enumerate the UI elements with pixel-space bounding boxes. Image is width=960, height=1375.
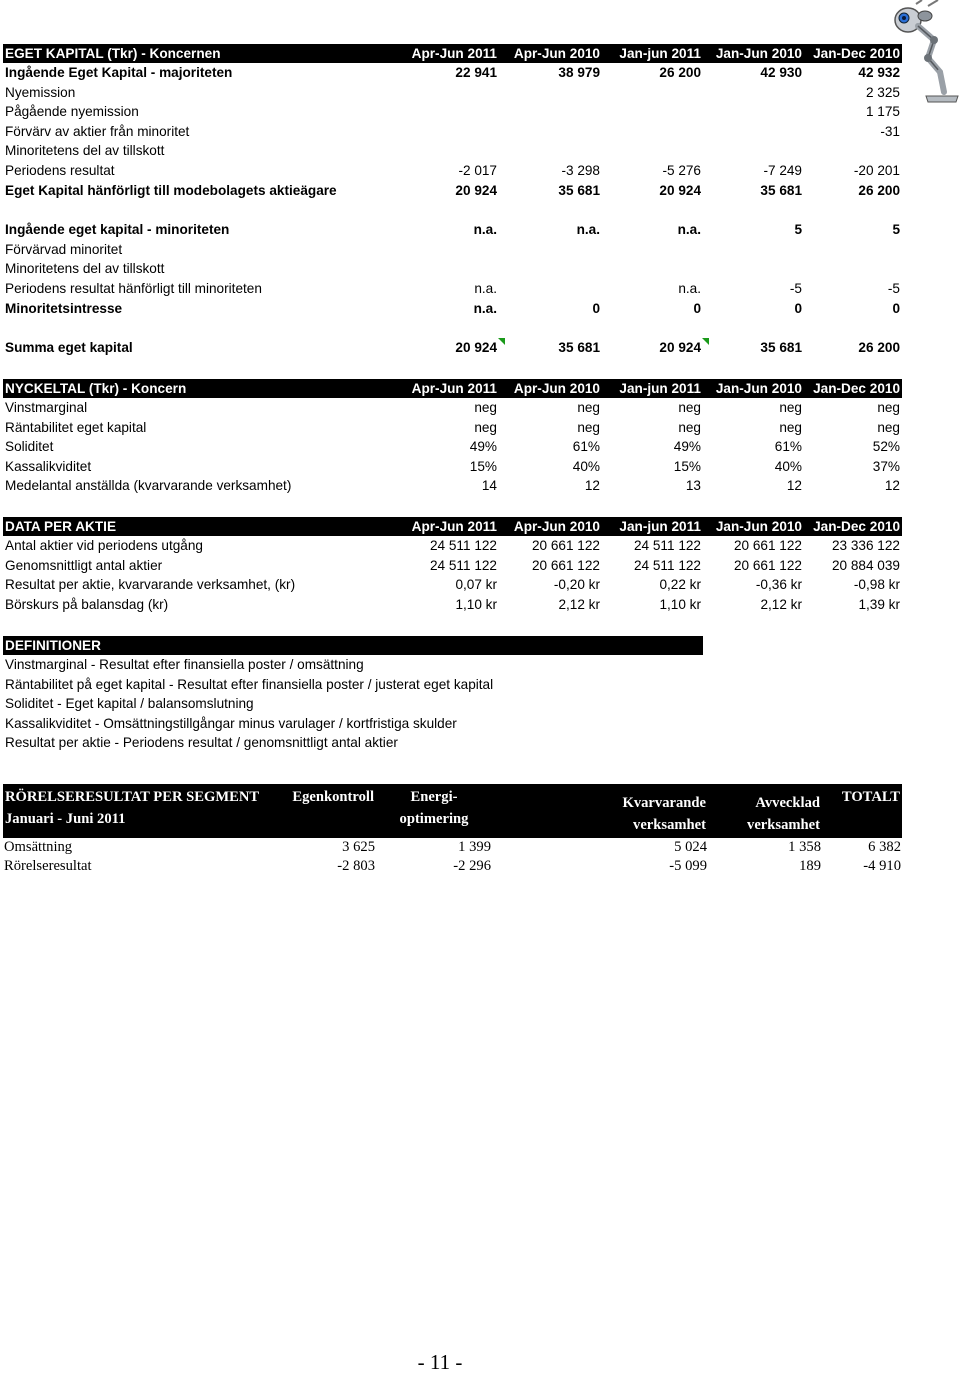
row-label: Rörelseresultat bbox=[4, 858, 92, 874]
table-cell: neg bbox=[779, 419, 802, 435]
table-cell: 3 625 bbox=[342, 839, 375, 855]
table-row bbox=[3, 63, 902, 83]
col-header bbox=[376, 784, 492, 838]
table-cell bbox=[602, 240, 703, 260]
table-cell: 1 358 bbox=[788, 839, 821, 855]
table-cell: 52% bbox=[872, 439, 900, 455]
spacer-row bbox=[3, 200, 902, 220]
table-cell: n.a. bbox=[677, 222, 701, 238]
table-cell: 24 511 122 bbox=[633, 538, 701, 553]
table-cell: neg bbox=[678, 419, 701, 435]
table-cell: -5 099 bbox=[669, 858, 707, 874]
table-cell bbox=[499, 240, 602, 260]
table-cell: 1,10 kr bbox=[455, 596, 497, 612]
table-cell: neg bbox=[474, 400, 497, 415]
table-cell bbox=[804, 240, 902, 260]
table-cell: -5 bbox=[789, 280, 802, 296]
table-cell: n.a. bbox=[473, 300, 497, 316]
spacer-row bbox=[3, 318, 902, 338]
table-row bbox=[3, 418, 902, 438]
table-row bbox=[3, 457, 902, 477]
col-header: Apr-Jun 2011 bbox=[402, 517, 499, 536]
table-cell: -4 910 bbox=[863, 858, 901, 874]
table-cell: neg bbox=[877, 419, 900, 435]
table-cell bbox=[804, 259, 902, 279]
table-cell: 15% bbox=[673, 458, 701, 474]
equity-majority-rows bbox=[3, 63, 902, 200]
segment-rows bbox=[3, 838, 902, 876]
row-label: Vinstmarginal bbox=[5, 400, 88, 415]
kpi-table bbox=[3, 379, 902, 496]
row-label: Omsättning bbox=[4, 839, 73, 855]
table-cell: 1 175 bbox=[865, 104, 900, 120]
table-cell: -0,20 kr bbox=[553, 577, 600, 593]
table-row bbox=[3, 102, 902, 122]
table-cell: -5 276 bbox=[662, 162, 701, 178]
definitions-section bbox=[3, 636, 902, 753]
table-cell: 22 941 bbox=[455, 65, 497, 80]
table-cell: 0 bbox=[794, 300, 802, 316]
row-label: Antal aktier vid periodens utgång bbox=[5, 538, 203, 553]
table-cell bbox=[703, 102, 804, 122]
page-number: - 11 - bbox=[417, 1350, 463, 1374]
table-cell: 49% bbox=[469, 439, 497, 455]
table-row bbox=[3, 857, 902, 876]
table-cell: 1,10 kr bbox=[659, 596, 701, 612]
row-label: Pågående nyemission bbox=[5, 104, 139, 120]
row-label: Periodens resultat hänförligt till minoriteten bbox=[5, 280, 262, 296]
row-label: Minoritetens del av tillskott bbox=[5, 261, 165, 277]
table-cell bbox=[602, 83, 703, 103]
table-row bbox=[3, 299, 902, 319]
table-row bbox=[3, 83, 902, 103]
row-label: Periodens resultat bbox=[5, 162, 115, 178]
col-header: TOTALT bbox=[822, 784, 902, 838]
kpi-header-row bbox=[3, 379, 902, 398]
table-cell bbox=[499, 122, 602, 142]
table-row bbox=[3, 141, 902, 161]
table-cell: -31 bbox=[880, 123, 900, 139]
segment-table bbox=[3, 784, 902, 876]
table-cell: 2,12 kr bbox=[558, 596, 600, 612]
table-cell: 5 bbox=[892, 222, 900, 238]
table-cell: 40% bbox=[572, 458, 600, 474]
equity-header-title: EGET KAPITAL (Tkr) - Koncernen bbox=[3, 44, 402, 63]
table-cell bbox=[602, 122, 703, 142]
table-cell: 6 382 bbox=[868, 839, 901, 855]
table-cell: 35 681 bbox=[760, 340, 802, 356]
equity-total-row bbox=[3, 338, 902, 358]
table-cell bbox=[402, 259, 499, 279]
row-label: Soliditet bbox=[5, 439, 54, 455]
col-header: Jan-jun 2011 bbox=[602, 379, 703, 398]
table-cell bbox=[499, 83, 602, 103]
table-cell: neg bbox=[577, 419, 600, 435]
row-label: Genomsnittligt antal aktier bbox=[5, 557, 163, 573]
table-row bbox=[3, 595, 902, 615]
table-cell: 0,07 kr bbox=[455, 577, 497, 593]
table-cell: -7 249 bbox=[763, 162, 802, 178]
kpi-header-title: NYCKELTAL (Tkr) - Koncern bbox=[3, 379, 402, 398]
table-cell bbox=[402, 102, 499, 122]
row-label: Förvärvad minoritet bbox=[5, 241, 123, 257]
table-cell: 1 399 bbox=[458, 839, 491, 855]
table-cell: 24 511 122 bbox=[429, 538, 497, 553]
table-cell: 24 511 122 bbox=[429, 557, 497, 573]
table-cell bbox=[602, 338, 703, 358]
table-cell: 0 bbox=[592, 300, 600, 316]
col-header bbox=[492, 784, 708, 838]
table-cell: 37% bbox=[872, 458, 900, 474]
definition-line: Soliditet - Eget kapital / balansomslutning bbox=[5, 696, 254, 712]
definitions-title: DEFINITIONER bbox=[3, 636, 703, 655]
row-label: Resultat per aktie, kvarvarande verksamhet, (kr) bbox=[5, 577, 296, 593]
table-cell bbox=[602, 102, 703, 122]
table-cell bbox=[402, 338, 499, 358]
table-cell: neg bbox=[877, 400, 900, 415]
table-row bbox=[3, 838, 902, 857]
col-header: Apr-Jun 2010 bbox=[499, 379, 602, 398]
col-header-line1: Energi- bbox=[410, 789, 458, 805]
row-label: Ingående Eget Kapital - majoriteten bbox=[5, 65, 233, 80]
table-cell: 5 bbox=[794, 222, 802, 238]
table-row bbox=[3, 536, 902, 556]
table-cell: 0 bbox=[892, 300, 900, 316]
table-cell: 20 661 122 bbox=[531, 557, 600, 573]
col-header-line2: optimering bbox=[399, 811, 469, 827]
row-label: Nyemission bbox=[5, 84, 76, 100]
table-cell: -2 296 bbox=[453, 858, 491, 874]
table-cell: 61% bbox=[774, 439, 802, 455]
table-row bbox=[3, 398, 902, 418]
table-row bbox=[3, 476, 902, 496]
table-row bbox=[3, 259, 902, 279]
table-cell: neg bbox=[577, 400, 600, 415]
share-rows bbox=[3, 536, 902, 614]
table-row bbox=[3, 240, 902, 260]
col-header: Jan-Dec 2010 bbox=[804, 517, 902, 536]
row-label: Kassalikviditet bbox=[5, 458, 92, 474]
table-cell: 61% bbox=[572, 439, 600, 455]
table-cell: 35 681 bbox=[558, 340, 600, 356]
table-cell: 20 661 122 bbox=[733, 538, 802, 553]
table-cell bbox=[602, 141, 703, 161]
table-row bbox=[3, 575, 902, 595]
table-cell bbox=[703, 122, 804, 142]
table-cell bbox=[499, 259, 602, 279]
table-cell bbox=[499, 102, 602, 122]
table-row bbox=[3, 437, 902, 457]
col-header-line1: Avvecklad bbox=[755, 795, 820, 811]
table-row bbox=[3, 279, 902, 299]
comment-marker: 20 924 bbox=[659, 340, 701, 356]
table-row bbox=[3, 556, 902, 576]
table-cell: -20 201 bbox=[853, 162, 900, 178]
table-cell: 24 511 122 bbox=[633, 557, 701, 573]
table-cell: 20 924 bbox=[455, 182, 497, 198]
row-label: Minoritetsintresse bbox=[5, 300, 123, 316]
table-cell: 40% bbox=[774, 458, 802, 474]
table-cell bbox=[402, 83, 499, 103]
table-cell: -3 298 bbox=[561, 162, 600, 178]
definition-line: Resultat per aktie - Periodens resultat / genomsnittligt antal aktier bbox=[5, 735, 398, 751]
table-cell: 13 bbox=[685, 478, 701, 494]
table-cell bbox=[499, 141, 602, 161]
row-label: Räntabilitet eget kapital bbox=[5, 419, 147, 435]
table-cell bbox=[703, 141, 804, 161]
col-header: Jan-jun 2011 bbox=[602, 517, 703, 536]
col-header: Egenkontroll bbox=[276, 784, 376, 838]
table-cell: -0,98 kr bbox=[853, 577, 900, 593]
table-cell bbox=[402, 240, 499, 260]
col-header: Jan-Dec 2010 bbox=[804, 379, 902, 398]
table-cell: n.a. bbox=[576, 222, 600, 238]
table-cell: 1,39 kr bbox=[858, 596, 900, 612]
col-header: Apr-Jun 2011 bbox=[402, 379, 499, 398]
segment-header-row bbox=[3, 784, 902, 838]
table-cell: 12 bbox=[884, 478, 900, 494]
share-header-title: DATA PER AKTIE bbox=[3, 517, 402, 536]
row-label: Minoritetens del av tillskott bbox=[5, 143, 165, 159]
table-cell bbox=[703, 240, 804, 260]
segment-title-line1: RÖRELSERESULTAT PER SEGMENT bbox=[5, 789, 260, 805]
table-cell: n.a. bbox=[474, 280, 497, 296]
table-cell: neg bbox=[474, 419, 497, 435]
table-cell: -5 bbox=[887, 280, 900, 296]
table-cell: 49% bbox=[673, 439, 701, 455]
table-cell: n.a. bbox=[678, 280, 701, 296]
table-cell: 42 930 bbox=[760, 65, 802, 80]
table-cell: 23 336 122 bbox=[831, 538, 900, 553]
table-cell: 0 bbox=[693, 300, 701, 316]
col-header: Jan-Jun 2010 bbox=[703, 44, 804, 63]
table-cell: 20 661 122 bbox=[531, 538, 600, 553]
table-cell: 2 325 bbox=[865, 84, 900, 100]
segment-title bbox=[3, 784, 276, 838]
table-cell: 2,12 kr bbox=[760, 596, 802, 612]
table-cell: 35 681 bbox=[558, 182, 600, 198]
table-row bbox=[3, 181, 902, 201]
table-row bbox=[3, 220, 902, 240]
col-header: Jan-Dec 2010 bbox=[804, 44, 902, 63]
table-cell bbox=[703, 259, 804, 279]
definition-line: Vinstmarginal - Resultat efter finansiella poster / omsättning bbox=[5, 657, 364, 672]
table-cell: 38 979 bbox=[558, 65, 600, 80]
table-cell: 5 024 bbox=[674, 839, 707, 855]
table-row bbox=[3, 122, 902, 142]
table-cell: -2 017 bbox=[458, 162, 497, 178]
table-cell bbox=[499, 279, 602, 299]
col-header: Jan-jun 2011 bbox=[602, 44, 703, 63]
row-label: Summa eget kapital bbox=[5, 340, 133, 356]
table-cell: 20 661 122 bbox=[733, 557, 802, 573]
col-header: Apr-Jun 2010 bbox=[499, 44, 602, 63]
col-header: Apr-Jun 2010 bbox=[499, 517, 602, 536]
equity-table bbox=[3, 44, 902, 358]
row-label: Förvärv av aktier från minoritet bbox=[5, 123, 190, 139]
table-row bbox=[3, 161, 902, 181]
col-header-line2: verksamhet bbox=[747, 817, 820, 833]
table-cell: -0,36 kr bbox=[755, 577, 802, 593]
table-cell: 20 884 039 bbox=[831, 557, 900, 573]
col-header-line2: verksamhet bbox=[633, 817, 706, 833]
table-cell bbox=[402, 141, 499, 161]
table-cell bbox=[602, 259, 703, 279]
row-label: Börskurs på balansdag (kr) bbox=[5, 596, 169, 612]
table-cell: 35 681 bbox=[760, 182, 802, 198]
table-cell: 26 200 bbox=[858, 340, 900, 356]
table-cell bbox=[804, 141, 902, 161]
definition-line: Kassalikviditet - Omsättningstillgångar minus varulager / kortfristiga skulder bbox=[5, 715, 457, 731]
col-header: Jan-Jun 2010 bbox=[703, 379, 804, 398]
kpi-rows bbox=[3, 398, 902, 496]
segment-title-line2: Januari - Juni 2011 bbox=[5, 811, 126, 827]
col-header bbox=[708, 784, 822, 838]
table-cell: 14 bbox=[481, 478, 497, 494]
table-cell bbox=[703, 83, 804, 103]
table-cell bbox=[402, 122, 499, 142]
equity-header-row bbox=[3, 44, 902, 63]
col-header: Jan-Jun 2010 bbox=[703, 517, 804, 536]
row-label: Ingående eget kapital - minoriteten bbox=[5, 222, 230, 238]
table-cell: 12 bbox=[786, 478, 802, 494]
definition-line: Räntabilitet på eget kapital - Resultat efter finansiella poster / justerat eget kapital bbox=[5, 676, 494, 692]
table-cell: 15% bbox=[469, 458, 497, 474]
table-cell: -2 803 bbox=[337, 858, 375, 874]
share-header-row bbox=[3, 517, 902, 536]
equity-minority-rows bbox=[3, 220, 902, 318]
table-cell: neg bbox=[678, 400, 701, 415]
table-cell: neg bbox=[779, 400, 802, 415]
table-cell: 12 bbox=[584, 478, 600, 494]
row-label: Eget Kapital hänförligt till modebolagets aktieägare bbox=[5, 182, 337, 198]
col-header-line1: Kvarvarande bbox=[622, 795, 706, 811]
table-cell: 20 924 bbox=[659, 182, 701, 198]
table-cell: 26 200 bbox=[659, 65, 701, 80]
table-cell: n.a. bbox=[473, 222, 497, 238]
share-data-table bbox=[3, 517, 902, 614]
table-cell: 26 200 bbox=[858, 182, 900, 198]
col-header: Apr-Jun 2011 bbox=[402, 44, 499, 63]
table-cell: 0,22 kr bbox=[659, 577, 701, 593]
table-cell: 189 bbox=[799, 858, 821, 874]
comment-marker: 20 924 bbox=[455, 340, 497, 356]
table-cell: 42 932 bbox=[858, 65, 900, 80]
row-label: Medelantal anställda (kvarvarande verksamhet) bbox=[5, 478, 292, 494]
